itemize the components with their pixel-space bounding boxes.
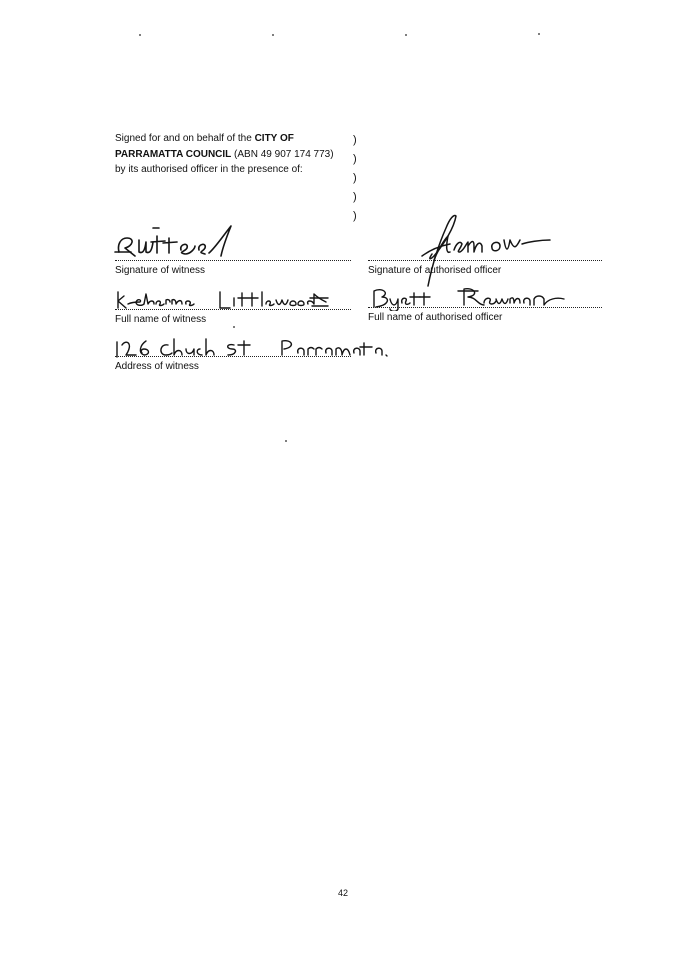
witness-signature-image xyxy=(113,222,248,262)
scan-speck xyxy=(285,440,287,442)
scan-speck xyxy=(538,33,540,35)
bracket: ) xyxy=(353,210,357,222)
bracket: ) xyxy=(353,153,357,165)
bracket: ) xyxy=(353,191,357,203)
witness-signature-label: Signature of witness xyxy=(115,265,206,276)
officer-name-label: Full name of authorised officer xyxy=(368,312,503,323)
execution-line-1: Signed for and on behalf of the CITY OF xyxy=(115,133,294,144)
scan-speck xyxy=(272,34,274,36)
witness-address-handwriting xyxy=(114,337,390,361)
scan-speck xyxy=(405,34,407,36)
bracket-column xyxy=(353,131,357,226)
bracket: ) xyxy=(353,134,357,146)
witness-signature-line xyxy=(115,260,351,261)
officer-signature-line xyxy=(368,260,602,261)
execution-clause xyxy=(115,131,365,178)
officer-name-line xyxy=(368,307,602,308)
witness-address-line xyxy=(115,356,351,357)
bracket: ) xyxy=(353,172,357,184)
witness-name-line xyxy=(115,309,351,310)
officer-signature-label: Signature of authorised officer xyxy=(368,265,502,276)
witness-address-label: Address of witness xyxy=(115,361,199,372)
execution-line-2: PARRAMATTA COUNCIL (ABN 49 907 174 773) xyxy=(115,148,334,160)
scan-speck xyxy=(233,326,235,328)
page-number: 42 xyxy=(337,888,348,898)
execution-line-3: by its authorised officer in the presence of: xyxy=(115,164,303,175)
officer-signature-image xyxy=(410,210,555,290)
witness-name-label: Full name of witness xyxy=(115,314,207,325)
scan-speck xyxy=(139,34,141,36)
